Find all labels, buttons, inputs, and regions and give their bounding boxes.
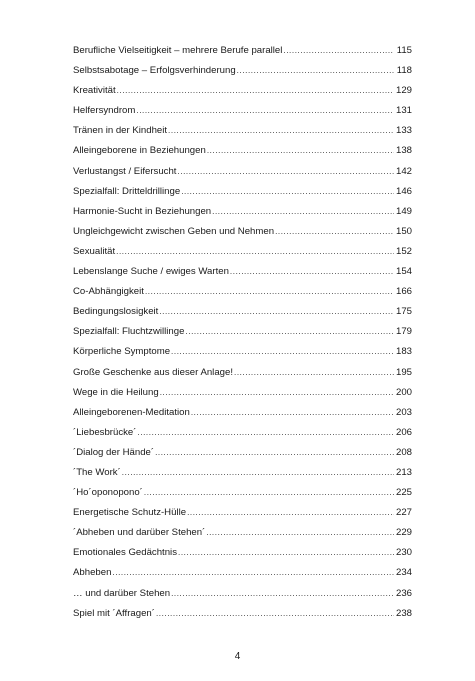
toc-entry-title: Große Geschenke aus dieser Anlage! bbox=[73, 366, 233, 378]
toc-entry-title: Harmonie-Sucht in Beziehungen bbox=[73, 205, 212, 217]
toc-entry-page: 225 bbox=[395, 487, 412, 499]
toc-entry-title: ´The Work´ bbox=[73, 466, 121, 478]
toc-entry bbox=[73, 523, 412, 543]
toc-entry-title: ´Abheben und darüber Stehen´ bbox=[73, 527, 206, 539]
toc-entry-title: Tränen in der Kindheit bbox=[73, 125, 168, 137]
toc-dot-leader bbox=[136, 101, 394, 121]
page-number: 4 bbox=[234, 651, 241, 662]
toc-entry-title: Abheben bbox=[73, 567, 112, 579]
toc-entry bbox=[73, 61, 412, 81]
toc-entry-title: Emotionales Gedächtnis bbox=[73, 547, 177, 559]
toc-dot-leader bbox=[187, 503, 394, 523]
toc-entry-title: … und darüber Stehen bbox=[73, 587, 171, 599]
toc-dot-leader bbox=[168, 121, 394, 141]
toc-entry bbox=[73, 563, 412, 583]
toc-dot-leader bbox=[191, 403, 394, 423]
toc-entry bbox=[73, 162, 412, 182]
toc-entry-page: 131 bbox=[395, 105, 412, 117]
toc-dot-leader bbox=[206, 523, 394, 543]
toc-dot-leader bbox=[181, 182, 394, 202]
toc-entry-page: 234 bbox=[395, 567, 412, 579]
toc-dot-leader bbox=[112, 563, 394, 583]
toc-entry-title: Alleingeborene in Beziehungen bbox=[73, 145, 206, 157]
toc-dot-leader bbox=[178, 543, 394, 563]
toc-entry-title: Spiel mit ´Affragen´ bbox=[73, 607, 155, 619]
toc-entry bbox=[73, 121, 412, 141]
toc-entry-page: 138 bbox=[395, 145, 412, 157]
toc-entry bbox=[73, 503, 412, 523]
toc-dot-leader bbox=[283, 41, 394, 61]
toc-entry-page: 154 bbox=[395, 266, 412, 278]
toc-entry-page: 175 bbox=[395, 306, 412, 318]
toc-entry bbox=[73, 443, 412, 463]
toc-entry bbox=[73, 262, 412, 282]
toc-entry-page: 152 bbox=[395, 245, 412, 257]
toc-dot-leader bbox=[144, 483, 394, 503]
toc-entry bbox=[73, 584, 412, 604]
toc-entry-title: Co-Abhängigkeit bbox=[73, 286, 144, 298]
toc-entry-title: Sexualität bbox=[73, 245, 116, 257]
toc-entry-page: 227 bbox=[395, 507, 412, 519]
toc-dot-leader bbox=[234, 363, 394, 383]
toc-entry bbox=[73, 222, 412, 242]
table-of-contents bbox=[73, 41, 412, 624]
toc-entry-page: 133 bbox=[395, 125, 412, 137]
toc-entry bbox=[73, 363, 412, 383]
toc-entry-title: Alleingeborenen-Meditation bbox=[73, 406, 190, 418]
toc-entry-page: 146 bbox=[395, 185, 412, 197]
toc-entry-title: Spezialfall: Fluchtzwillinge bbox=[73, 326, 185, 338]
toc-dot-leader bbox=[185, 322, 394, 342]
toc-entry-page: 238 bbox=[395, 607, 412, 619]
toc-entry-page: 208 bbox=[395, 446, 412, 458]
toc-entry-title: Ungleichgewicht zwischen Geben und Nehmen bbox=[73, 225, 275, 237]
toc-entry-title: Verlustangst / Eifersucht bbox=[73, 165, 177, 177]
toc-entry bbox=[73, 282, 412, 302]
toc-entry-page: 142 bbox=[395, 165, 412, 177]
toc-entry bbox=[73, 81, 412, 101]
toc-dot-leader bbox=[171, 342, 394, 362]
toc-dot-leader bbox=[155, 443, 394, 463]
toc-entry-title: ´Liebesbrücke´ bbox=[73, 426, 137, 438]
toc-dot-leader bbox=[122, 463, 394, 483]
toc-dot-leader bbox=[160, 383, 394, 403]
toc-entry bbox=[73, 322, 412, 342]
toc-entry bbox=[73, 101, 412, 121]
toc-entry-title: Helfersyndrom bbox=[73, 105, 136, 117]
toc-entry bbox=[73, 483, 412, 503]
toc-entry bbox=[73, 141, 412, 161]
toc-dot-leader bbox=[156, 604, 394, 624]
toc-entry-title: Spezialfall: Dritteldrillinge bbox=[73, 185, 181, 197]
toc-dot-leader bbox=[212, 202, 394, 222]
toc-entry-page: 150 bbox=[395, 225, 412, 237]
toc-entry-title: Energetische Schutz-Hülle bbox=[73, 507, 187, 519]
toc-entry-page: 230 bbox=[395, 547, 412, 559]
toc-entry bbox=[73, 242, 412, 262]
toc-entry-page: 149 bbox=[395, 205, 412, 217]
toc-entry-title: ´Ho´oponopono´ bbox=[73, 487, 143, 499]
toc-dot-leader bbox=[237, 61, 394, 81]
toc-entry-title: ´Dialog der Hände´ bbox=[73, 446, 155, 458]
toc-entry-title: Körperliche Symptome bbox=[73, 346, 171, 358]
toc-dot-leader bbox=[207, 141, 394, 161]
toc-entry-title: Selbstsabotage – Erfolgsverhinderung bbox=[73, 65, 236, 77]
toc-entry-page: 129 bbox=[395, 85, 412, 97]
toc-entry-page: 236 bbox=[395, 587, 412, 599]
toc-dot-leader bbox=[137, 423, 394, 443]
toc-entry bbox=[73, 604, 412, 624]
toc-entry-page: 115 bbox=[396, 45, 412, 56]
toc-entry-title: Kreativität bbox=[73, 85, 116, 97]
toc-entry-page: 206 bbox=[395, 426, 412, 438]
toc-entry-page: 166 bbox=[395, 286, 412, 298]
toc-dot-leader bbox=[171, 584, 394, 604]
toc-entry-title: Berufliche Vielseitigkeit – mehrere Berufe parallel bbox=[73, 45, 283, 56]
toc-entry-page: 203 bbox=[395, 406, 412, 418]
toc-entry bbox=[73, 182, 412, 202]
toc-entry-page: 229 bbox=[395, 527, 412, 539]
toc-entry bbox=[73, 41, 412, 61]
toc-dot-leader bbox=[116, 242, 394, 262]
toc-entry bbox=[73, 423, 412, 443]
toc-entry-page: 183 bbox=[395, 346, 412, 358]
toc-entry-page: 179 bbox=[395, 326, 412, 338]
toc-entry bbox=[73, 342, 412, 362]
toc-dot-leader bbox=[145, 282, 394, 302]
toc-entry-page: 118 bbox=[396, 65, 412, 77]
toc-entry bbox=[73, 383, 412, 403]
toc-dot-leader bbox=[159, 302, 394, 322]
toc-entry bbox=[73, 302, 412, 322]
toc-entry bbox=[73, 403, 412, 423]
toc-entry-title: Wege in die Heilung bbox=[73, 386, 159, 398]
toc-entry-page: 195 bbox=[395, 366, 412, 378]
toc-dot-leader bbox=[117, 81, 394, 101]
toc-dot-leader bbox=[230, 262, 394, 282]
toc-entry-page: 213 bbox=[395, 466, 412, 478]
toc-entry-title: Bedingungslosigkeit bbox=[73, 306, 159, 318]
toc-entry-page: 200 bbox=[395, 386, 412, 398]
toc-dot-leader bbox=[275, 222, 394, 242]
toc-entry bbox=[73, 202, 412, 222]
toc-dot-leader bbox=[177, 162, 394, 182]
toc-entry bbox=[73, 543, 412, 563]
toc-entry-title: Lebenslange Suche / ewiges Warten bbox=[73, 266, 229, 278]
toc-entry bbox=[73, 463, 412, 483]
